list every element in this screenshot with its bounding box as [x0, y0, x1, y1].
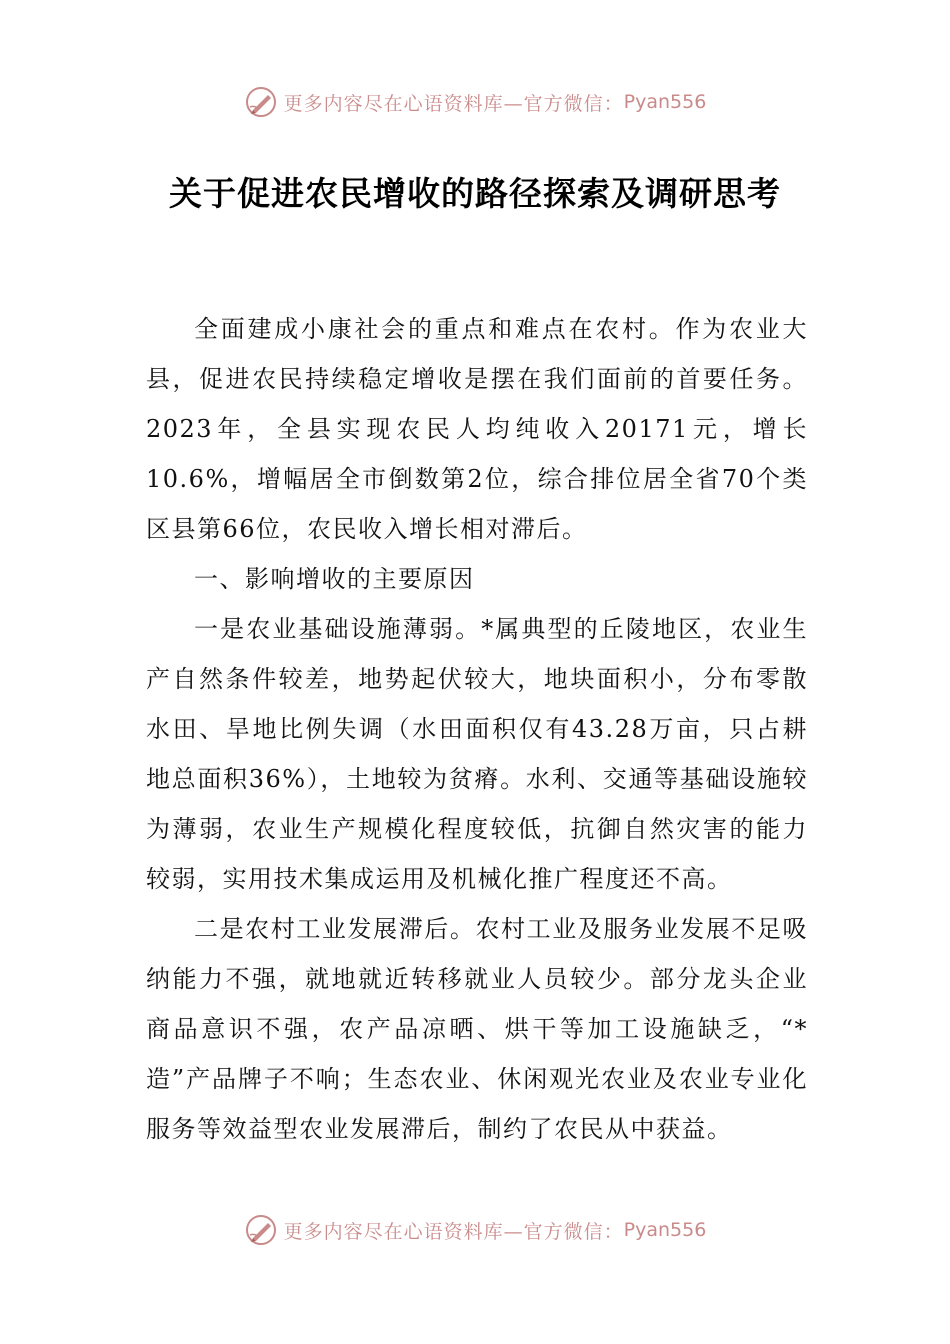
watermark-text: 更多内容尽在心语资料库—官方微信：	[283, 1220, 624, 1243]
document-body	[146, 304, 808, 1154]
watermark-footer	[0, 1210, 950, 1250]
document-title: 关于促进农民增收的路径探索及调研思考	[169, 174, 781, 213]
pen-circle-logo-icon	[244, 1213, 278, 1247]
watermark-header	[0, 82, 950, 122]
watermark-handle: Pyan556	[623, 91, 707, 113]
watermark-text: 更多内容尽在心语资料库—官方微信：	[283, 92, 624, 115]
watermark-handle: Pyan556	[623, 1219, 707, 1241]
section-heading: 一、影响增收的主要原因	[194, 565, 475, 593]
paragraph-point-2: 二是农村工业发展滞后。农村工业及服务业发展不足吸纳能力不强，就地就近转移就业人员较少。部分龙头企业商品意识不强，农产品凉晒、烘干等加工设施缺乏，“*造”产品牌子不响；生态农业、休闲观光农业及农业专业化服务等效益型农业发展滞后，制约了农民从中获益。	[146, 915, 808, 1143]
pen-circle-logo-icon	[244, 85, 278, 119]
paragraph-intro: 全面建成小康社会的重点和难点在农村。作为农业大县，促进农民持续稳定增收是摆在我们面前的首要任务。2023年，全县实现农民人均纯收入20171元，增长10.6%，增幅居全市倒数第2位，综合排位居全省70个类区县第66位，农民收入增长相对滞后。	[146, 315, 808, 543]
paragraph-point-1: 一是农业基础设施薄弱。*属典型的丘陵地区，农业生产自然条件较差，地势起伏较大，地块面积小，分布零散水田、旱地比例失调（水田面积仅有43.28万亩，只占耕地总面积36%），土地较为贫瘠。水利、交通等基础设施较为薄弱，农业生产规模化程度较低，抗御自然灾害的能力较弱，实用技术集成运用及机械化推广程度还不高。	[146, 615, 808, 893]
